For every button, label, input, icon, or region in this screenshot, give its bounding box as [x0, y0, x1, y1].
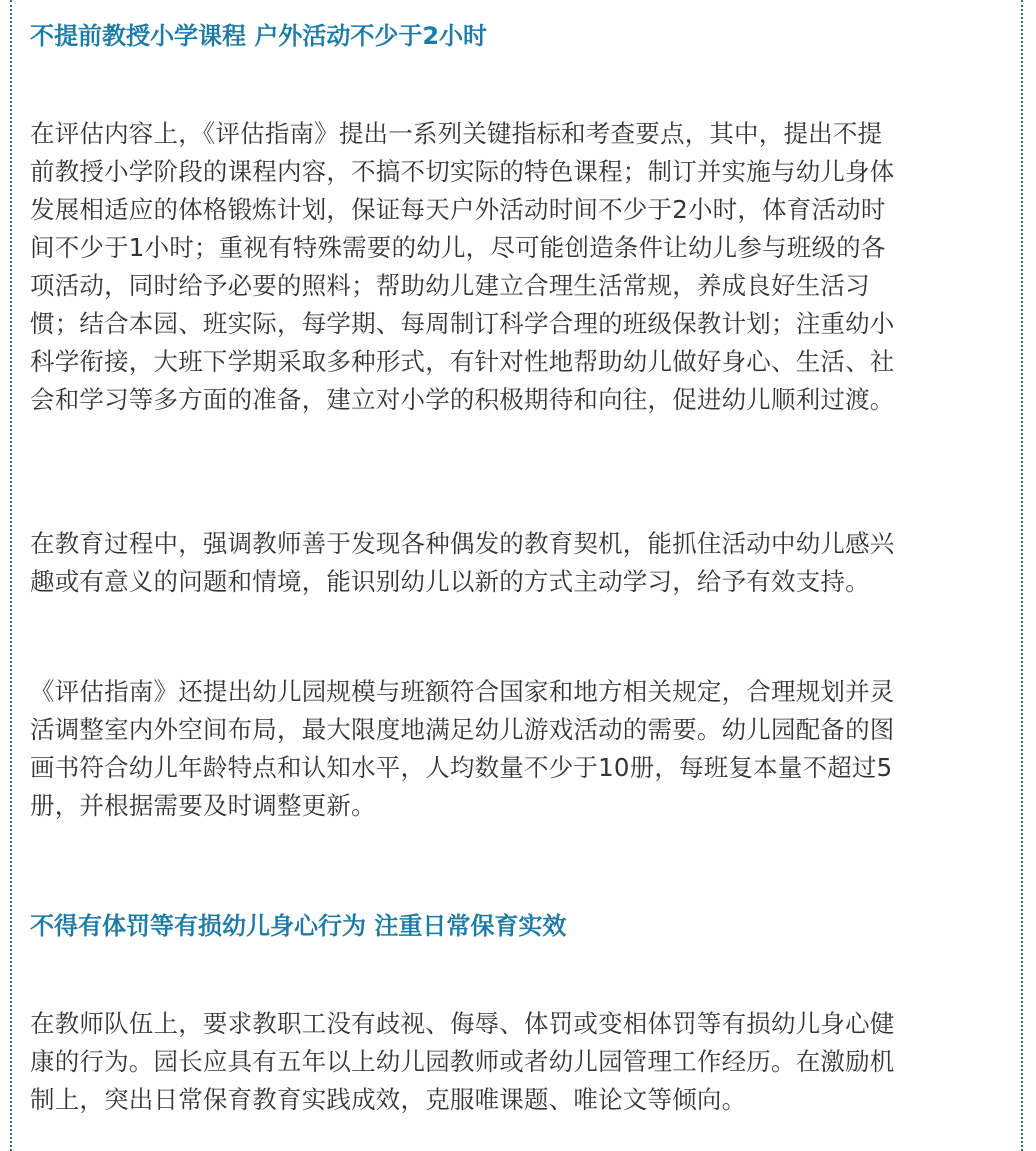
paragraph-line: 《评估指南》还提出幼儿园规模与班额符合国家和地方相关规定，合理规划并灵	[30, 677, 895, 706]
paragraph-line: 制上，突出日常保育教育实践成效，克服唯课题、唯论文等倾向。	[30, 1085, 747, 1114]
section-heading-2: 不得有体罚等有损幼儿身心行为 注重日常保育实效	[30, 912, 567, 940]
paragraph-line: 在教育过程中，强调教师善于发现各种偶发的教育契机，能抓住活动中幼儿感兴	[30, 529, 895, 558]
paragraph-2	[30, 525, 1010, 601]
paragraph-line: 前教授小学阶段的课程内容，不搞不切实际的特色课程；制订并实施与幼儿身体	[30, 157, 895, 186]
paragraph-line: 趣或有意义的问题和情境，能识别幼儿以新的方式主动学习，给予有效支持。	[30, 567, 870, 596]
paragraph-line: 画书符合幼儿年龄特点和认知水平，人均数量不少于10册，每班复本量不超过5	[30, 753, 893, 782]
paragraph-line: 惯；结合本园、班实际，每学期、每周制订科学合理的班级保教计划；注重幼小	[30, 309, 895, 338]
paragraph-line: 间不少于1小时；重视有特殊需要的幼儿，尽可能创造条件让幼儿参与班级的各	[30, 233, 886, 262]
paragraph-line: 发展相适应的体格锻炼计划，保证每天户外活动时间不少于2小时，体育活动时	[30, 195, 886, 224]
paragraph-1	[30, 115, 1010, 419]
paragraph-line: 会和学习等多方面的准备，建立对小学的积极期待和向往，促进幼儿顺利过渡。	[30, 385, 895, 414]
paragraph-line: 册，并根据需要及时调整更新。	[30, 791, 376, 820]
section-heading-1: 不提前教授小学课程 户外活动不少于2小时	[30, 22, 488, 50]
paragraph-line: 科学衔接，大班下学期采取多种形式，有针对性地帮助幼儿做好身心、生活、社	[30, 347, 895, 376]
paragraph-line: 在评估内容上，《评估指南》提出一系列关键指标和考查要点，其中，提出不提	[30, 119, 883, 148]
paragraph-3	[30, 673, 1010, 825]
paragraph-line: 项活动，同时给予必要的照料；帮助幼儿建立合理生活常规，养成良好生活习	[30, 271, 870, 300]
paragraph-line: 活调整室内外空间布局，最大限度地满足幼儿游戏活动的需要。幼儿园配备的图	[30, 715, 895, 744]
paragraph-line: 在教师队伍上，要求教职工没有歧视、侮辱、体罚或变相体罚等有损幼儿身心健	[30, 1009, 895, 1038]
paragraph-line: 康的行为。园长应具有五年以上幼儿园教师或者幼儿园管理工作经历。在激励机	[30, 1047, 895, 1076]
paragraph-4	[30, 1005, 1010, 1119]
